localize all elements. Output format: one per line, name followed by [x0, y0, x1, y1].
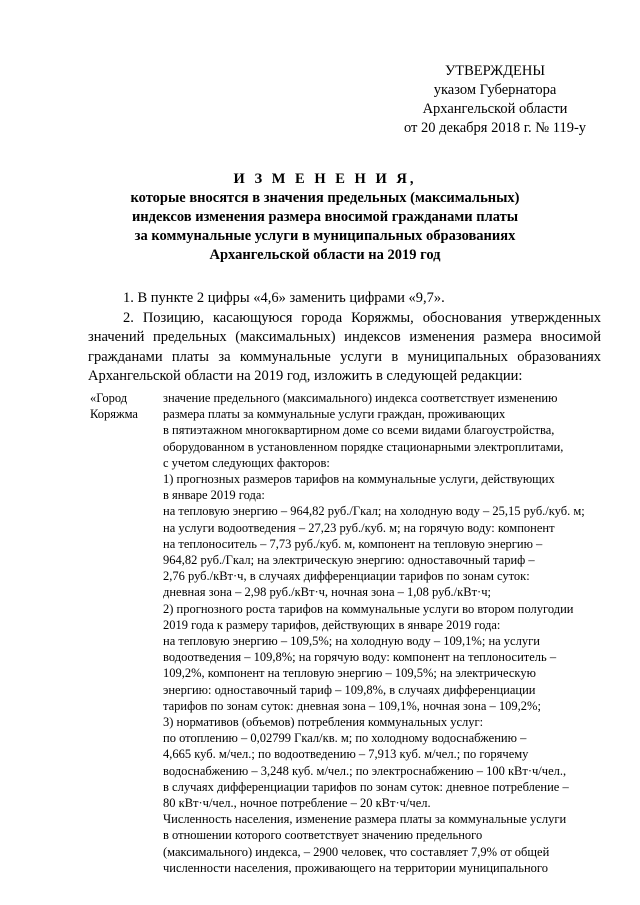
item-description-line: оборудованном в установленном порядке стационарными электроплитами, [163, 439, 564, 454]
paragraph-2: 2. Позицию, касающуюся города Коряжмы, обоснования утвержденных значений предельных (максимальных) индексов изменения размера вносимой гражданами платы за коммунальные услуги в муниципальных образованиях Архангельской области на 2019 год, изложить в следующей редакции: [88, 309, 601, 384]
item-description-line: дневная зона – 2,98 руб./кВт·ч, ночная зона – 1,08 руб./кВт·ч; [163, 585, 491, 600]
item-description-line: в отношении которого соответствует значению предельного [163, 828, 483, 843]
approval-heading: УТВЕРЖДЕНЫ [444, 63, 546, 79]
item-description-line: в пятиэтажном многоквартирном доме со всеми видами благоустройства, [163, 423, 555, 438]
item-description-line: 4,665 куб. м/чел.; по водоотведению – 7,913 куб. м/чел.; по горячему [163, 747, 529, 762]
item-description-line: на тепловую энергию – 964,82 руб./Гкал; на холодную воду – 25,15 руб./куб. м; [163, 504, 585, 519]
approval-region: Архангельской области [422, 101, 568, 117]
item-description-line: водоотведения – 109,8%; на горячую воду: компонент на теплоноситель – [163, 650, 557, 665]
item-description-line: 80 кВт·ч/чел., ночное потребление – 20 кВт·ч/чел. [163, 796, 431, 811]
item-name-line: «Город [90, 391, 128, 405]
title-line: индексов изменения размера вносимой гражданами платы [131, 209, 519, 225]
item-description-line: 109,2%, компонент на тепловую энергию – 109,5%; на электрическую [163, 666, 536, 681]
item-description-line: Численность населения, изменение размера платы за коммунальные услуги [163, 812, 567, 827]
title-line: которые вносятся в значения предельных (максимальных) [130, 190, 520, 206]
item-description-line: 2,76 руб./кВт·ч, в случаях дифференциации тарифов по зонам суток: [163, 569, 530, 584]
item-description-line: 2019 года к размеру тарифов, действующих в январе 2019 года: [163, 617, 501, 632]
item-description-line: с учетом следующих факторов: [163, 455, 330, 470]
item-description-line: в случаях дифференциации тарифов по зонам суток: дневное потребление – [163, 779, 569, 794]
item-description-line: на теплоноситель – 7,73 руб./куб. м, компонент на тепловую энергию – [163, 536, 543, 551]
item-description-line: (максимального) индекса, – 2900 человек, что составляет 7,9% от общей [163, 844, 550, 859]
item-description-line: энергию: одноставочный тариф – 109,8%, в случаях дифференциации [163, 682, 536, 697]
approval-date: от 20 декабря 2018 г. № 119-у [403, 120, 587, 136]
item-description-line: 3) нормативов (объемов) потребления коммунальных услуг: [163, 715, 484, 730]
item-description-line: водоснабжению – 3,248 куб. м/чел.; по электроснабжению – 100 кВт·ч/чел., [163, 763, 567, 778]
document-body [88, 289, 601, 387]
document-title [95, 170, 555, 265]
item-description-line: значение предельного (максимального) индекса соответствует изменению [163, 391, 558, 405]
item-description-line: в январе 2019 года: [163, 488, 265, 503]
item-description-line: по отоплению – 0,02799 Гкал/кв. м; по холодному водоснабжению – [163, 731, 527, 746]
item-name [90, 390, 160, 422]
item-description-line: 964,82 руб./Гкал; на электрическую энергию: одноставочный тариф – [163, 553, 535, 568]
item-description-line: численности населения, проживающего на территории муниципального [163, 860, 548, 875]
paragraph-1: 1. В пункте 2 цифры «4,6» заменить цифрами «9,7». [123, 290, 445, 306]
item-description-line: 1) прогнозных размеров тарифов на коммунальные услуги, действующих [163, 472, 555, 487]
item-description [163, 390, 603, 876]
item-description-line: размера платы за коммунальные услуги граждан, проживающих [163, 407, 506, 422]
item-description-line: на тепловую энергию – 109,5%; на холодную воду – 109,1%; на услуги [163, 634, 540, 649]
title-heading: И З М Е Н Е Н И Я, [233, 171, 417, 187]
title-line: за коммунальные услуги в муниципальных образованиях [134, 228, 516, 244]
approval-stamp [390, 62, 600, 138]
item-description-line: на услуги водоотведения – 27,23 руб./куб. м; на горячую воду: компонент [163, 520, 555, 535]
item-name-line: Коряжма [90, 407, 138, 421]
item-description-line: 2) прогнозного роста тарифов на коммунальные услуги во втором полугодии [163, 601, 574, 616]
title-line: Архангельской области на 2019 год [209, 247, 441, 263]
approval-decree: указом Губернатора [433, 82, 557, 98]
item-description-line: тарифов по зонам суток: дневная зона – 109,1%, ночная зона – 109,2%; [163, 698, 541, 713]
